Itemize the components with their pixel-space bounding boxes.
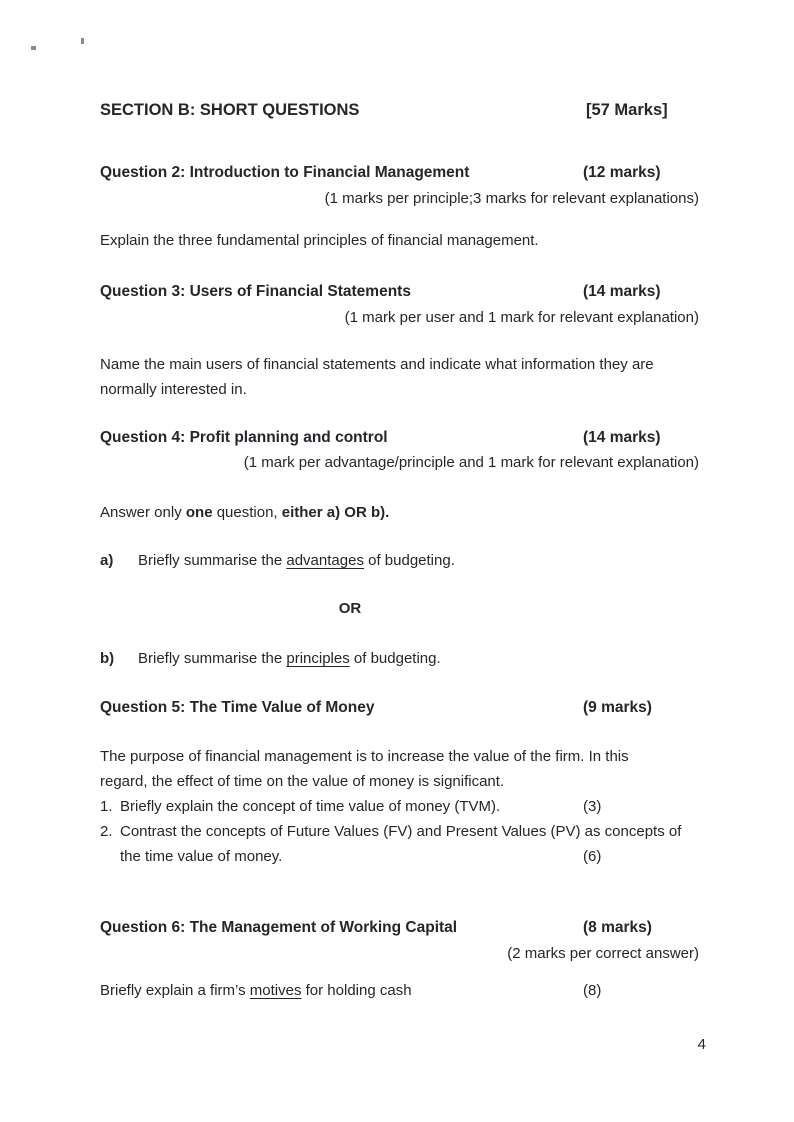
q6-body-pre: Briefly explain a firm’s	[100, 982, 250, 999]
q6-body-underlined: motives	[249, 982, 302, 999]
question-4-heading	[100, 425, 699, 450]
question-2-subnote: (1 marks per principle;3 marks for relevant explanations)	[324, 190, 699, 207]
item-2-number: 2.	[100, 823, 113, 840]
page-number: 4	[697, 1036, 706, 1053]
option-a-pre: Briefly summarise the	[138, 552, 287, 569]
option-b-pre: Briefly summarise the	[138, 650, 287, 667]
question-6-body	[100, 978, 699, 1003]
option-a-label: a)	[100, 552, 114, 569]
section-title: SECTION B: SHORT QUESTIONS	[100, 101, 360, 119]
instruction-text: question,	[212, 504, 282, 521]
instruction-bold-either: either a) OR b).	[281, 504, 390, 521]
question-5-title: Question 5: The Time Value of Money	[100, 699, 375, 716]
question-2-marks: (12 marks)	[583, 164, 661, 181]
or-divider: OR	[338, 600, 362, 617]
question-3-marks: (14 marks)	[583, 283, 661, 300]
question-6-heading	[100, 915, 699, 940]
question-4-instruction	[100, 500, 699, 525]
question-6-body-marks: (8)	[583, 982, 602, 999]
question-5-item-1	[100, 794, 699, 819]
question-5-item-2	[100, 819, 699, 869]
question-5-body	[100, 744, 699, 869]
question-3-heading	[100, 279, 699, 304]
question-2-body: Explain the three fundamental principles of financial management.	[100, 232, 539, 249]
question-4-subnote: (1 mark per advantage/principle and 1 mark for relevant explanation)	[243, 454, 699, 471]
item-2-text-line1: Contrast the concepts of Future Values (FV) and Present Values (PV) as concepts of	[120, 823, 682, 840]
question-4-option-b	[100, 646, 699, 671]
item-1-marks: (3)	[583, 798, 602, 815]
option-b-underlined: principles	[286, 650, 350, 667]
option-a-underlined: advantages	[286, 552, 364, 569]
item-2-text-line2: the time value of money.	[120, 848, 283, 865]
question-3-body-line2: normally interested in.	[100, 381, 247, 398]
question-3-body	[100, 352, 699, 402]
item-1-number: 1.	[100, 798, 113, 815]
q6-body-post: for holding cash	[301, 982, 412, 999]
question-5-heading	[100, 695, 699, 720]
instruction-text: Answer only	[100, 504, 186, 521]
question-5-intro-line1: The purpose of financial management is to increase the value of the firm. In this	[100, 748, 629, 765]
question-4-option-a	[100, 548, 699, 573]
item-2-marks: (6)	[583, 848, 602, 865]
question-3-body-line1: Name the main users of financial statements and indicate what information they are	[100, 356, 654, 373]
question-5-intro-line2: regard, the effect of time on the value of money is significant.	[100, 773, 505, 790]
question-4-title: Question 4: Profit planning and control	[100, 429, 388, 446]
question-2-title: Question 2: Introduction to Financial Management	[100, 164, 470, 181]
question-4-marks: (14 marks)	[583, 429, 661, 446]
item-1-text: Briefly explain the concept of time value of money (TVM).	[120, 798, 501, 815]
question-5-marks: (9 marks)	[583, 699, 652, 716]
option-a-text	[138, 548, 455, 573]
question-6-body-text	[100, 982, 412, 999]
option-b-post: of budgeting.	[349, 650, 441, 667]
option-b-label: b)	[100, 650, 115, 667]
question-2-heading	[100, 160, 699, 185]
section-marks: [57 Marks]	[586, 101, 668, 119]
option-b-text	[138, 646, 441, 671]
item-2-text-line2-row	[120, 844, 681, 869]
question-3-title: Question 3: Users of Financial Statements	[100, 283, 411, 300]
question-3-subnote: (1 mark per user and 1 mark for relevant explanation)	[344, 309, 699, 326]
instruction-bold-one: one	[185, 504, 213, 521]
item-2-text	[120, 819, 681, 869]
question-6-marks: (8 marks)	[583, 919, 652, 936]
question-6-title: Question 6: The Management of Working Capital	[100, 919, 458, 936]
section-header	[100, 98, 699, 123]
question-6-subnote: (2 marks per correct answer)	[507, 945, 699, 962]
option-a-post: of budgeting.	[363, 552, 455, 569]
